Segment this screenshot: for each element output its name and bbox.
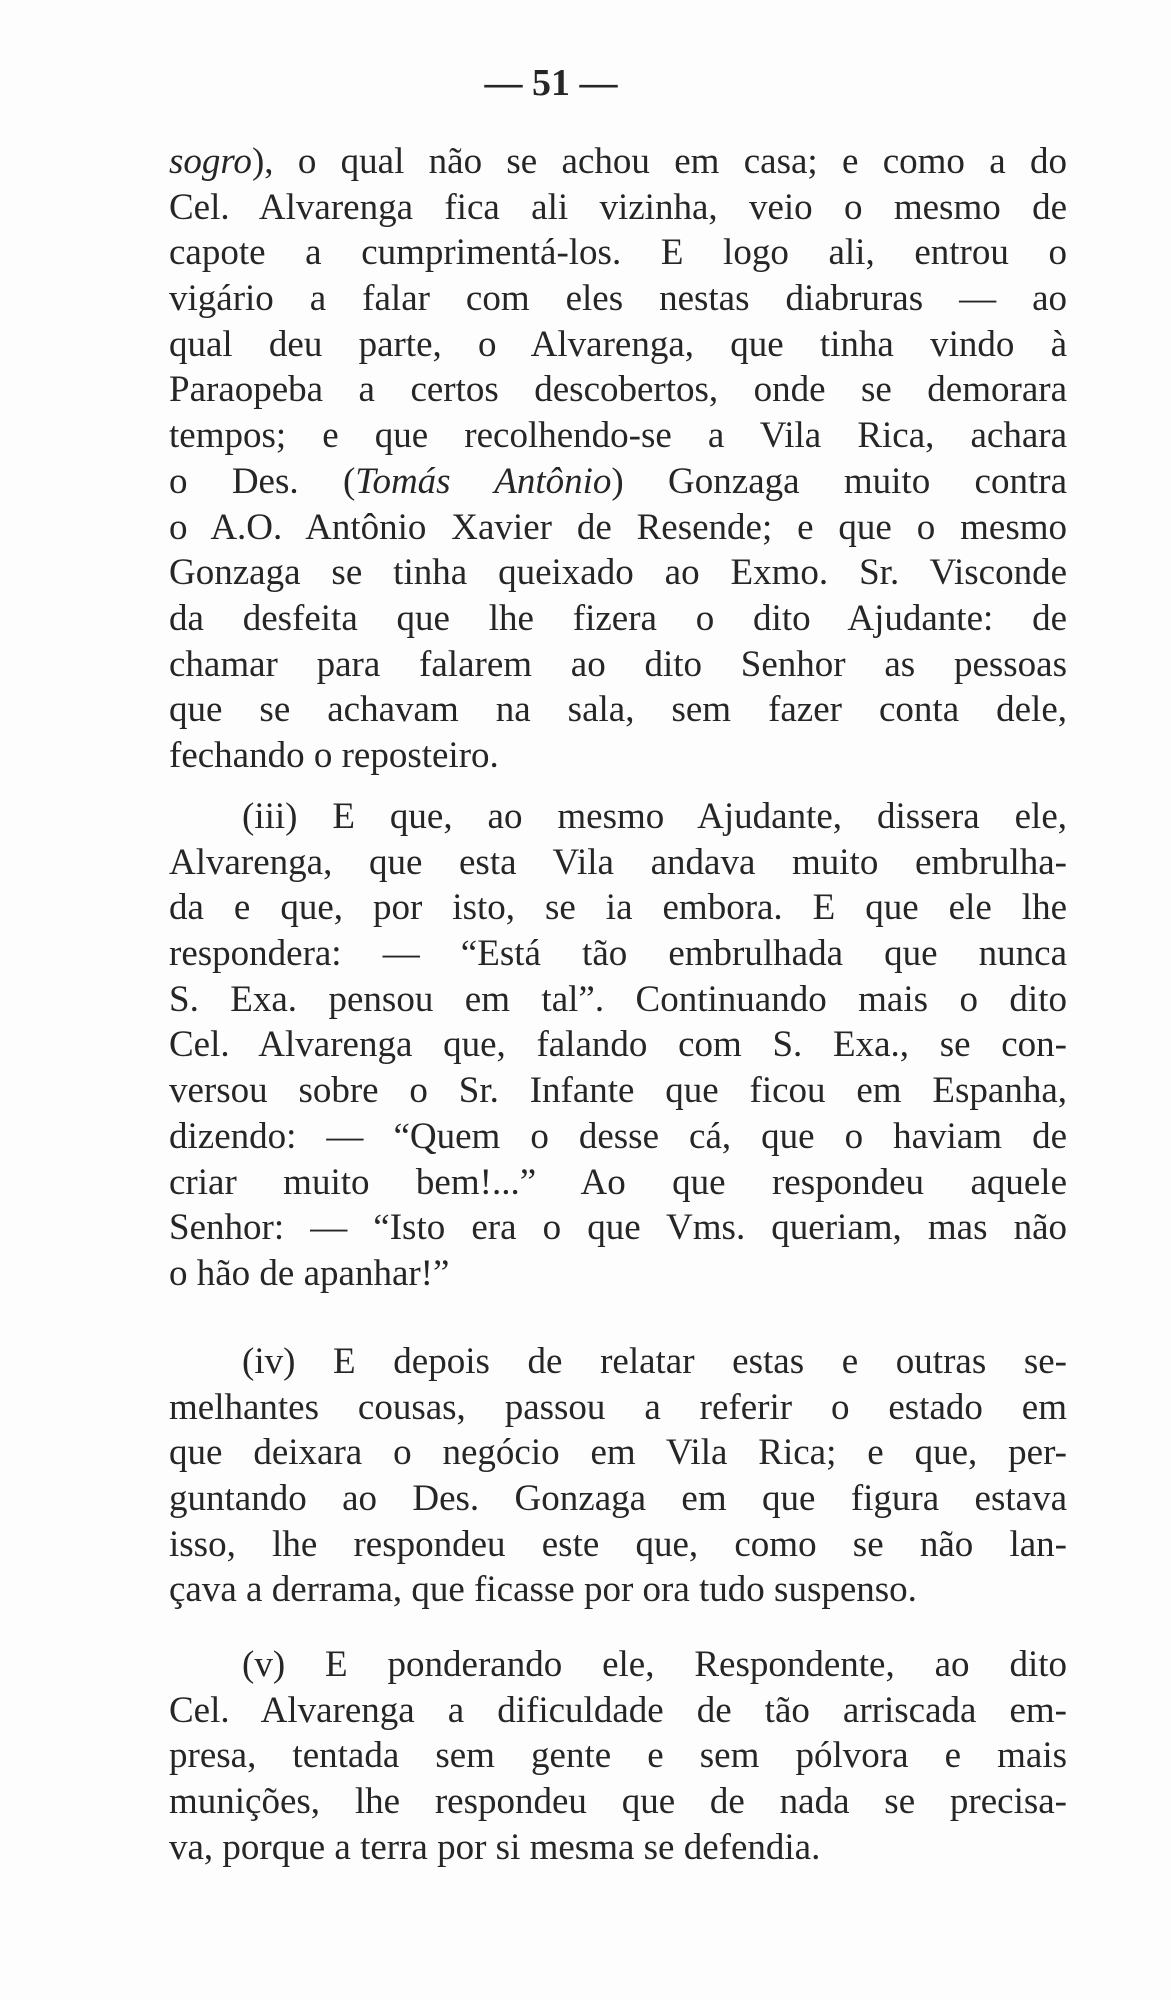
text-segment: çava a derrama, que ficasse por ora tudo suspenso. — [169, 1569, 917, 1611]
text-segment: da e que, por isto, se ia embora. E que ele lhe — [169, 887, 1067, 929]
text-line — [169, 1114, 1067, 1160]
text-segment: S. Exa. pensou em tal”. Continuando mais o dito — [169, 978, 1067, 1020]
text-segment: va, porque a terra por si mesma se defendia. — [169, 1826, 821, 1868]
text-line — [169, 1688, 1067, 1734]
text-line — [169, 505, 1067, 551]
text-line — [169, 322, 1067, 368]
text-segment: que deixara o negócio em Vila Rica; e que, per- — [169, 1432, 1067, 1474]
text-segment: ) Gonzaga muito contra — [611, 460, 1067, 502]
page-number: — 51 — — [484, 62, 618, 104]
text-line — [169, 1733, 1067, 1779]
text-segment: (v) E ponderando ele, Respondente, ao dito — [242, 1644, 1067, 1685]
text-segment: o hão de apanhar!” — [169, 1252, 450, 1294]
text-line — [169, 1022, 1067, 1068]
text-line — [169, 1205, 1067, 1251]
text-line — [169, 596, 1067, 642]
text-segment: (iv) E depois de relatar estas e outras se- — [242, 1341, 1067, 1382]
text-line — [169, 1567, 1067, 1613]
text-line — [169, 367, 1067, 413]
text-line — [169, 1825, 1067, 1871]
paragraph-iii — [169, 794, 1067, 1297]
text-segment: chamar para falarem ao dito Senhor as pessoas — [169, 643, 1067, 685]
text-line — [169, 550, 1067, 596]
text-segment: ), o qual não se achou em casa; e como a do — [251, 141, 1067, 182]
text-line — [169, 139, 1067, 185]
italic-text: Tomás Antônio — [355, 460, 612, 502]
text-line — [169, 977, 1067, 1023]
text-line — [169, 1339, 1067, 1385]
text-line — [169, 1779, 1067, 1825]
text-line — [169, 931, 1067, 977]
text-line — [169, 185, 1067, 231]
text-segment: Cel. Alvarenga fica ali vizinha, veio o mesmo de — [169, 186, 1067, 228]
text-line — [169, 1251, 1067, 1297]
text-segment: capote a cumprimentá-los. E logo ali, entrou o — [169, 232, 1067, 274]
text-line — [169, 459, 1067, 505]
text-segment: Alvarenga, que esta Vila andava muito embrulha- — [169, 841, 1067, 883]
text-line — [169, 642, 1067, 688]
text-segment: respondera: — “Está tão embrulhada que nunca — [169, 933, 1067, 975]
text-segment: melhantes cousas, passou a referir o estado em — [169, 1386, 1067, 1428]
text-segment: munições, lhe respondeu que de nada se precisa- — [169, 1781, 1067, 1823]
text-segment: Cel. Alvarenga que, falando com S. Exa., se con- — [169, 1024, 1067, 1066]
text-segment: o A.O. Antônio Xavier de Resende; e que o mesmo — [169, 506, 1067, 548]
text-segment: da desfeita que lhe fizera o dito Ajudante: de — [169, 597, 1067, 639]
text-segment: Senhor: — “Isto era o que Vms. queriam, mas não — [169, 1207, 1067, 1249]
text-segment: fechando o reposteiro. — [169, 734, 499, 776]
text-segment: presa, tentada sem gente e sem pólvora e mais — [169, 1735, 1067, 1777]
text-line — [169, 230, 1067, 276]
text-segment: o Des. ( — [169, 460, 356, 502]
text-line — [169, 840, 1067, 886]
text-segment: isso, lhe respondeu este que, como se não lan- — [169, 1523, 1067, 1565]
text-segment: vigário a falar com eles nestas diabruras — ao — [169, 278, 1067, 320]
text-segment: qual deu parte, o Alvarenga, que tinha vindo à — [169, 323, 1067, 365]
text-segment: criar muito bem!...” Ao que respondeu aquele — [169, 1161, 1067, 1203]
text-segment: tempos; e que recolhendo-se a Vila Rica, achara — [169, 415, 1067, 457]
text-line — [169, 733, 1067, 779]
text-line — [169, 1476, 1067, 1522]
text-line — [169, 1642, 1067, 1688]
text-line — [169, 1160, 1067, 1206]
text-line — [169, 1430, 1067, 1476]
text-line — [169, 794, 1067, 840]
text-segment: Gonzaga se tinha queixado ao Exmo. Sr. Visconde — [169, 552, 1067, 594]
italic-text: sogro — [169, 141, 252, 182]
text-line — [169, 885, 1067, 931]
paragraph-v — [169, 1642, 1067, 1870]
text-line — [169, 276, 1067, 322]
text-segment: Cel. Alvarenga a dificuldade de tão arriscada em- — [169, 1689, 1067, 1731]
paragraph-continuation — [169, 139, 1067, 779]
text-line — [169, 1385, 1067, 1431]
text-line — [169, 687, 1067, 733]
text-line — [169, 413, 1067, 459]
paragraph-iv — [169, 1339, 1067, 1613]
text-segment: Paraopeba a certos descobertos, onde se demorara — [169, 369, 1067, 411]
text-segment: (iii) E que, ao mesmo Ajudante, dissera ele, — [242, 796, 1067, 837]
text-segment: guntando ao Des. Gonzaga em que figura estava — [169, 1478, 1067, 1520]
text-line — [169, 1068, 1067, 1114]
text-segment: versou sobre o Sr. Infante que ficou em Espanha, — [169, 1070, 1067, 1112]
text-segment: dizendo: — “Quem o desse cá, que o haviam de — [169, 1115, 1067, 1157]
text-segment: que se achavam na sala, sem fazer conta dele, — [169, 689, 1067, 731]
text-line — [169, 1522, 1067, 1568]
